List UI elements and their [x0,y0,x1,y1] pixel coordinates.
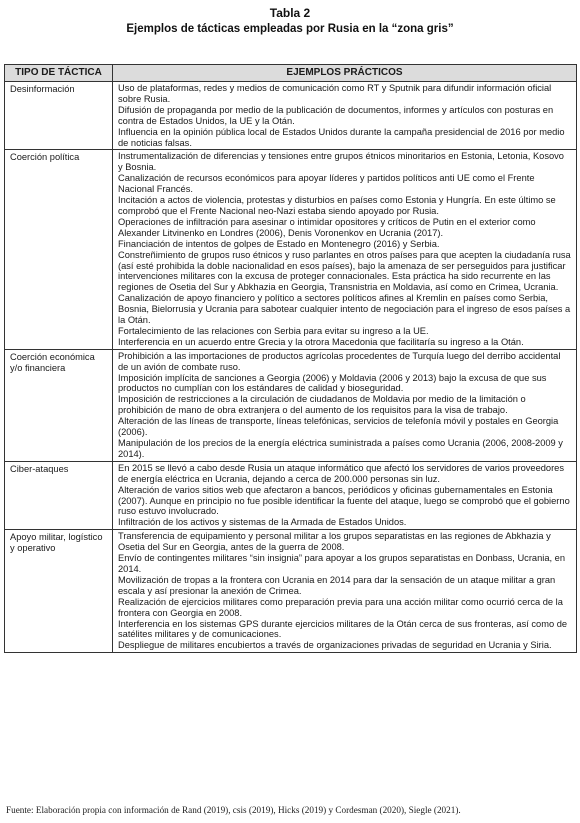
example-item: Constreñimiento de grupos ruso étnicos y ruso parlantes en otros países para que acepten la ciudadanía rusa (así esté prohibida la doble nacionalidad en esos países), bajo la amenaza de ser perseguidos para justificar intervenciones militares con la excusa de proteger connacionales. Esta práctica ha sido recurrente en las regiones de Osetia del Sur y Abkhazia en Georgia, Transnistria en Moldavia, así como en Crimea, Ucrania. [118,249,571,293]
header-row [5,65,577,82]
table-label: Tabla 2 [269,6,311,20]
table-row [5,82,577,150]
tactic-type-cell: Desinformación [5,82,113,150]
example-item: Canalización de apoyo financiero y político a sectores políticos afines al Kremlin en países como Serbia, Bosnia, Bielorrusia y Ucrania para sabotear cualquier intento de negociación para el ingreso de esos países a la Otán. [118,293,571,326]
example-item: Uso de plataformas, redes y medios de comunicación como RT y Sputnik para difundir información oficial sobre Rusia. [118,83,552,104]
example-item: Difusión de propaganda por medio de la publicación de documentos, informes y artículos con posturas en contra de Estados Unidos, la UE y la Otán. [118,104,554,126]
example-item: Movilización de tropas a la frontera con Ucrania en 2014 para dar la sensación de un ataque militar a gran escala y así presionar la anexión de Crimea. [118,574,556,596]
examples-cell [113,461,577,529]
example-item: Canalización de recursos económicos para apoyar líderes y partidos políticos anti UE como el Frente Nacional Francés. [118,173,535,195]
example-item: Fortalecimiento de las relaciones con Serbia para evitar su ingreso a la UE. [118,325,429,336]
example-item: Realización de ejercicios militares como preparación previa para una acción militar como ocurrió cerca de la frontera con Georgia en 2008. [118,596,563,618]
example-item: Alteración de varios sitios web que afectaron a bancos, periódicos y oficinas gubernamentales en Estonia (2007). Aunque en principio no fue posible identificar la fuente del ataque, luego se comprobó que el gobierno ruso estuvo involucrado. [118,484,570,517]
table-row [5,461,577,529]
table-row [5,150,577,349]
tactic-type-cell: Ciber-ataques [5,461,113,529]
table-body [5,82,577,653]
example-item: Financiación de intentos de golpes de Estado en Montenegro (2016) y Serbia. [118,238,440,249]
example-item: Incitación a actos de violencia, protestas y disturbios en países como Estonia y Hungría. En este último se comprobó que el Frente Nacional neo-Nazi estaba siendo apoyado por Rusia. [118,195,556,216]
example-item: En 2015 se llevó a cabo desde Rusia un ataque informático que afectó los servidores de varios proveedores de energía eléctrica en Ucrania, dejando a cerca de 200.000 personas sin luz. [118,462,565,484]
examples-cell [113,530,577,653]
example-item: Manipulación de los precios de la energía eléctrica suministrada a países como Ucrania (2006, 2008-2009 y 2014). [118,438,563,459]
example-item: Prohibición a las importaciones de productos agrícolas procedentes de Turquía luego del derribo accidental de un avión de combate ruso. [118,350,561,372]
example-item: Infiltración de los activos y sistemas de la Armada de Estados Unidos. [118,517,407,528]
example-item: Influencia en la opinión pública local de Estados Unidos durante la campaña presidencial de 2016 por medio de noticias falsas. [118,126,565,148]
table-row [5,349,577,461]
table-row [5,530,577,653]
example-item: Imposición implícita de sanciones a Georgia (2006) y Moldavia (2006 y 2013) bajo la excusa de que sus productos no cumplían con los estándares de calidad y bioseguridad. [118,372,547,394]
tactics-table [4,64,577,653]
header-tactic-type: TIPO DE TÁCTICA [5,65,113,82]
example-item: Envío de contingentes militares “sin insignia” para apoyar a los grupos separatistas en Donbass, Ucrania, en 2014. [118,553,566,574]
examples-cell [113,150,577,349]
examples-cell [113,82,577,150]
table-title: Ejemplos de tácticas empleadas por Rusia en la “zona gris” [126,23,454,35]
example-item: Interferencia en un acuerdo entre Grecia y la otrora Macedonia que facilitaría su ingreso a la Otán. [118,336,524,347]
example-item: Operaciones de infiltración para asesinar o intimidar opositores y críticos de Putin en el exterior como Alexander Litvinenko en Londres (2006), Denis Voronenkov en Ucrania (2017). [118,216,536,238]
example-item: Transferencia de equipamiento y personal militar a los grupos separatistas en las regiones de Abkhazia y Osetia del Sur en Georgia, antes de la guerra de 2008. [118,531,551,553]
examples-cell [113,349,577,461]
tactic-type-cell: Coerción política [5,150,113,349]
example-item: Instrumentalización de diferencias y tensiones entre grupos étnicos minoritarios en Estonia, Letonia, Kosovo y Bosnia. [118,151,564,173]
example-item: Despliegue de militares encubiertos a través de organizaciones privadas de seguridad en Ucrania y Siria. [118,640,552,651]
tactic-type-cell: Apoyo militar, logístico y operativo [5,530,113,653]
header-practical-examples: EJEMPLOS PRÁCTICOS [113,65,577,82]
source-note: Fuente: Elaboración propia con información de Rand (2019), csis (2019), Hicks (2019) y Cordesman (2020), Siegle (2021). [6,805,461,815]
example-item: Alteración de las líneas de transporte, líneas telefónicas, servicios de telefonía móvil y postales en Georgia (2006). [118,416,559,438]
example-item: Interferencia en los sistemas GPS durante ejercicios militares de la Otán cerca de sus fronteras, así como de satélites militares y de comunicaciones. [118,618,568,640]
tactic-type-cell: Coerción económica y/o financiera [5,349,113,461]
example-item: Imposición de restricciones a la circulación de ciudadanos de Moldavia por medio de la limitación o prohibición de mano de obra extranjera o del aumento de los requisitos para la visa de trabajo. [118,394,526,416]
